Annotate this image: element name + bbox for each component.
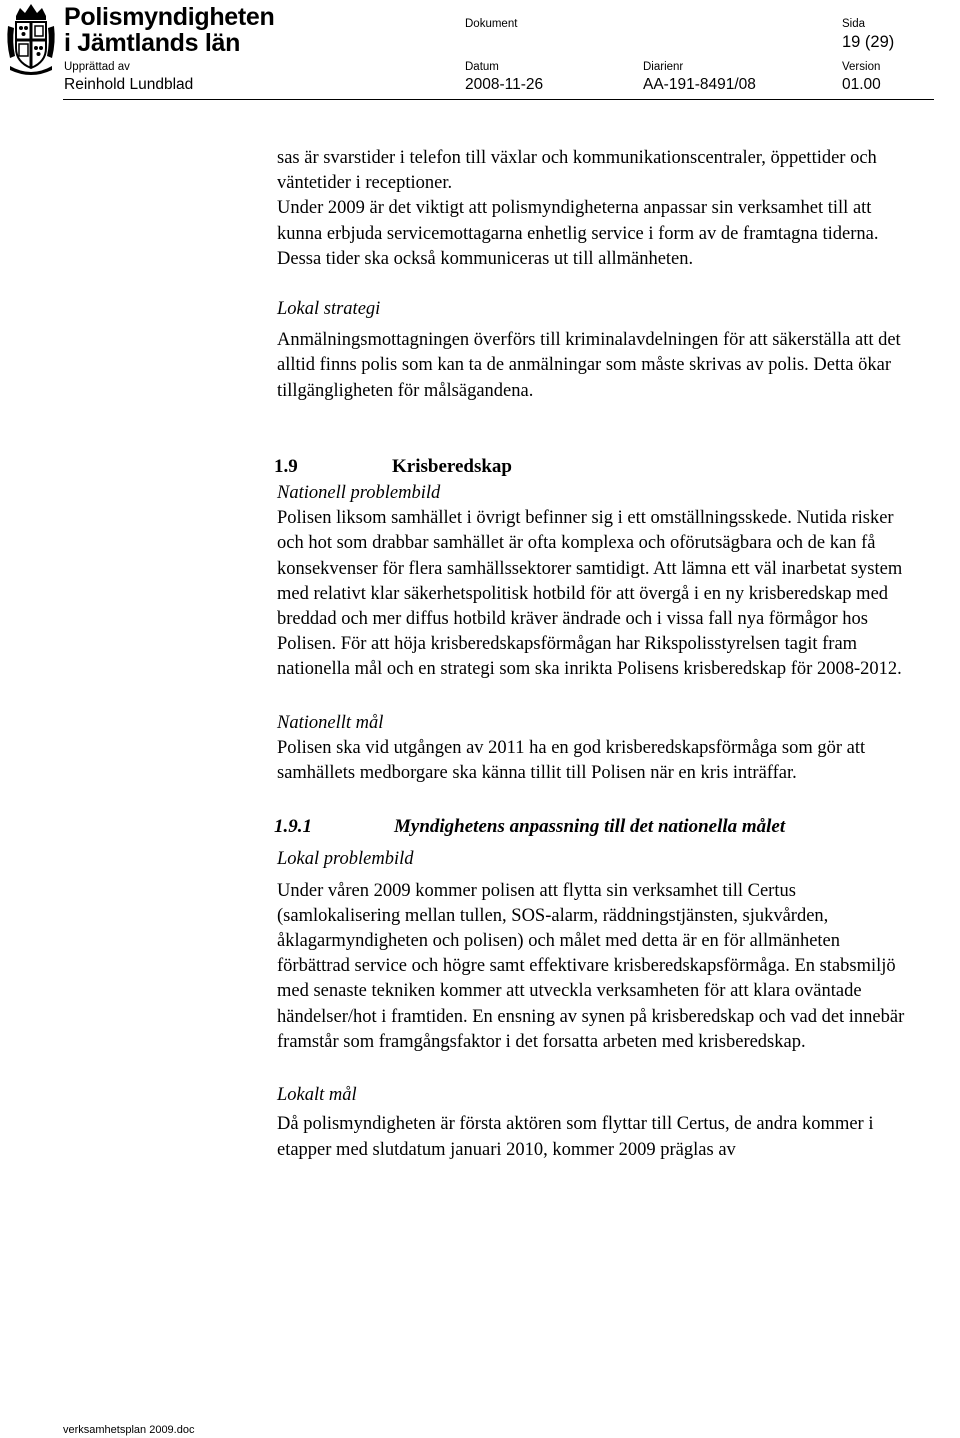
- version-label: Version: [842, 61, 881, 73]
- dokument-label: Dokument: [465, 18, 518, 30]
- version-value: 01.00: [842, 76, 881, 93]
- coat-of-arms-icon: [6, 2, 56, 78]
- paragraph: Polisen ska vid utgången av 2011 ha en god krisberedskapsförmåga som gör att samhällets medborgare ska känna tillit till Polisen när en kris inträffar.: [277, 737, 866, 784]
- subheading-nationellt-mal: Nationellt mål: [277, 712, 384, 733]
- diarienr-value: AA-191-8491/08: [643, 76, 756, 93]
- diarienr-label: Diarienr: [643, 61, 684, 73]
- section-heading-1-9-1: [274, 814, 917, 839]
- datum-label: Datum: [465, 61, 499, 73]
- org-name-line2: i Jämtlands län: [64, 29, 241, 57]
- subheading-nationell-problembild: Nationell problembild: [277, 483, 441, 504]
- paragraph: Under våren 2009 kommer polisen att flytta sin verksamhet till Certus (samlokalisering mellan tullen, SOS-alarm, räddningstjänsten, sjukvården, åklagarmyndigheten och polisen) och målet med detta är en för allmänheten förbättrad service och högre samt effektivare krisberedskapsförmåga. En stabsmiljö med senaste tekniken kommer att utveckla verksamheten för att klara oväntade händelser/hot i framtiden. En ensning av synen på krisberedskap och vad det innebär framstår som framgångsfaktor i det forsatta arbeten med krisberedskap.: [277, 880, 905, 1052]
- upprattad-av-value: Reinhold Lundblad: [64, 76, 194, 93]
- datum-value: 2008-11-26: [465, 76, 544, 93]
- paragraph: sas är svarstider i telefon till växlar och kommunikationscentraler, öppettider och väntetider i receptioner.: [277, 148, 877, 194]
- footer-filename: verksamhetsplan 2009.doc: [63, 1424, 195, 1436]
- section-number: 1.9.1: [274, 816, 312, 838]
- sida-value: 19 (29): [842, 33, 895, 51]
- paragraph: Anmälningsmottagningen överförs till kriminalavdelningen för att säkerställa att det alltid finns polis som kan ta de anmälningar som måste skrivas av polis. Detta ökar tillgängligheten för målsägandena.: [277, 330, 901, 401]
- paragraph: Då polismyndigheten är första aktören som flyttar till Certus, de andra kommer i etapper med slutdatum januari 2010, kommer 2009 präglas av: [277, 1114, 874, 1160]
- paragraph: Polisen liksom samhället i övrigt befinner sig i ett omställningsskede. Nutida risker och hot som drabbar samhället är ofta komplexa och oförutsägbara och de kan få konsekvenser för flera samhällssektorer samtidigt. Att lämna ett väl inarbetat system med relativt klar säkerhetspolitisk hotbild för att övergå i en ny krisberedskap med breddad och mer diffus hotbild kräver ändrade och i vissa fall nya förmågor hos Polisen. För att höja krisberedskapsförmågan har Rikspolisstyrelsen tagit fram nationella mål och en strategi som ska inrikta Polisens krisberedskap för 2008-2012.: [277, 508, 903, 680]
- paragraph: Under 2009 är det viktigt att polismyndigheterna anpassar sin verksamhet till att kunna erbjuda servicemottagarna enhetlig service i form av de framtagna tiderna. Dessa tider ska också kommuniceras ut till allmänheten.: [277, 198, 879, 269]
- upprattad-av-label: Upprättad av: [64, 61, 130, 73]
- subheading-lokal-strategi: Lokal strategi: [277, 299, 381, 320]
- header-divider: [63, 99, 934, 100]
- organization-name: [64, 4, 275, 56]
- subheading-lokalt-mal: Lokalt mål: [277, 1085, 357, 1106]
- section-title: Krisberedskap: [392, 455, 513, 477]
- org-name-line1: Polismyndigheten: [64, 3, 275, 31]
- section-title: Myndighetens anpassning till det nationella målet: [394, 816, 786, 838]
- subheading-lokal-problembild: Lokal problembild: [277, 849, 414, 870]
- section-number: 1.9: [274, 455, 298, 477]
- sida-label: Sida: [842, 18, 866, 30]
- section-heading-1-9: [274, 454, 917, 479]
- document-body: [274, 146, 917, 1163]
